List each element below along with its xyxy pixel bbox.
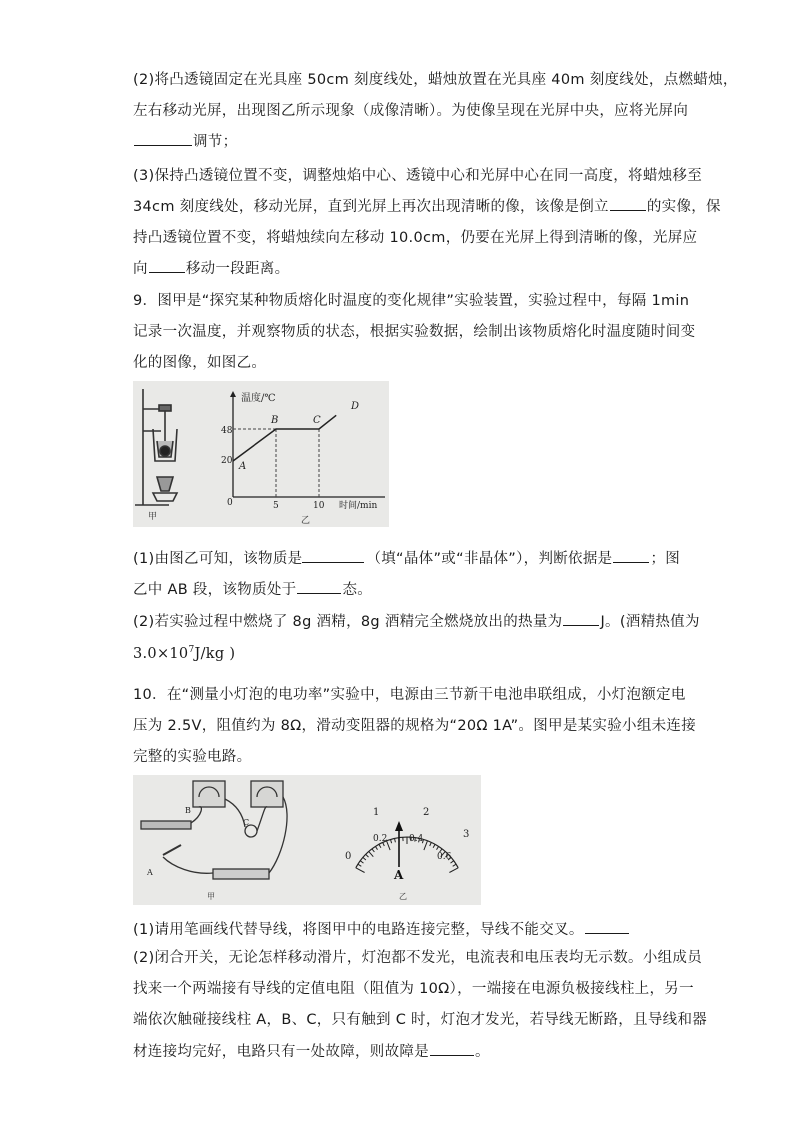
- q8-line-2c: 调节；: [133, 130, 237, 151]
- point-a: A: [239, 461, 247, 472]
- q9-stem-1: 9．图甲是“探究某种物质熔化时温度的变化规律”实验装置，实验过程中，每隔 1min: [133, 293, 690, 309]
- temperature-curve: [233, 415, 336, 461]
- q10-label-yi: 乙: [399, 892, 407, 901]
- rheostat: [141, 821, 191, 829]
- tick-y48: 48: [221, 426, 233, 436]
- chart-ylabel: 温度/℃: [241, 393, 276, 404]
- q9-sub2-line1: (2)若实验过程中燃烧了 8g 酒精，8g 酒精完全燃烧放出的热量为 J。(酒精热值为: [133, 614, 700, 630]
- point-b: B: [271, 415, 279, 426]
- ammeter-dial: [345, 807, 469, 901]
- melting-curve-chart: [221, 391, 385, 526]
- tick-y20: 20: [221, 456, 233, 466]
- dial-tick: [358, 864, 361, 866]
- dial-tick: [366, 854, 369, 857]
- voltmeter: [193, 781, 225, 807]
- q9-sub1-line2: 乙中 AB 段，该物质处于 态。: [133, 582, 373, 598]
- dial-tick: [356, 868, 365, 873]
- dial-tick: [437, 846, 439, 849]
- q9-sub2-line2: $3.0\times 10^7J/kg$ ): [133, 645, 236, 662]
- q9-label-jia: 甲: [148, 512, 158, 522]
- dial-label-3: 3: [463, 829, 470, 840]
- circuit-diagram: [141, 781, 287, 879]
- q8-line-3a: (3)保持凸透镜位置不变，调整烛焰中心、透镜中心和光屏中心在同一高度，将蜡烛移至: [133, 168, 703, 184]
- terminal-b: B: [185, 806, 191, 815]
- dial-tick: [360, 861, 363, 863]
- q10-stem-1: 10．在“测量小灯泡的电功率”实验中，电源由三节新干电池串联组成，小灯泡额定电: [133, 687, 686, 703]
- point-c: C: [313, 415, 321, 426]
- q9-label-yi: 乙: [301, 516, 311, 526]
- q10-sub2-line1: (2)闭合开关，无论怎样移动滑片，灯泡都不发光，电流表和电压表均无示数。小组成员: [133, 950, 703, 966]
- q10-sub2-line3: 端依次触碰接线柱 A，B、C，只有触到 C 时，灯泡才发光，若导线无断路，且导线和器: [133, 1012, 708, 1028]
- q10-figure: [133, 775, 481, 905]
- q8-line-3d: 向 移动一段距离。: [133, 261, 290, 277]
- q8-line-3c: 持凸透镜位置不变，将蜡烛续向左移动 10.0cm，仍要在光屏上得到清晰的像，光屏应: [133, 230, 698, 246]
- q10-figure-svg: [133, 775, 481, 905]
- answer-blank[interactable]: [610, 198, 646, 211]
- q9-stem-2: 记录一次温度，并观察物质的状态，根据实验数据，绘制出该物质熔化时温度随时间变: [133, 324, 696, 340]
- tick-x5: 5: [273, 501, 279, 511]
- answer-blank[interactable]: [563, 613, 599, 626]
- answer-blank[interactable]: [302, 550, 364, 563]
- terminal-a: A: [147, 868, 153, 877]
- answer-blank[interactable]: [149, 260, 185, 273]
- q8-line-2a: (2)将凸透镜固定在光具座 50cm 刻度线处，蜡烛放置在光具座 40m 刻度线处，点燃蜡烛，: [133, 72, 738, 88]
- dial-tick: [430, 842, 432, 846]
- dial-tick: [453, 864, 456, 866]
- dial-label-1: 1: [373, 807, 380, 818]
- q8-line-3b: 34cm 刻度线处，移动光屏，直到光屏上再次出现清晰的像，该像是倒立 的实像，保: [133, 199, 721, 215]
- battery: [213, 869, 269, 879]
- switch: [163, 845, 181, 855]
- needle-tip: [395, 821, 403, 831]
- heating-apparatus: [135, 389, 177, 505]
- dial-tick: [379, 844, 381, 848]
- answer-blank[interactable]: [585, 921, 629, 934]
- dial-tick: [424, 841, 428, 850]
- point-d: D: [351, 401, 360, 412]
- dial-label-0: 0: [345, 851, 352, 862]
- q9-stem-3: 化的图像，如图乙。: [133, 355, 267, 371]
- q9-figure: [133, 381, 389, 527]
- dial-tick: [363, 857, 366, 860]
- q10-sub1: (1)请用笔画线代替导线，将图甲中的电路连接完整，导线不能交叉。: [133, 918, 630, 939]
- dial-meter-symbol: A: [394, 868, 404, 882]
- answer-blank[interactable]: [613, 550, 649, 563]
- tick-origin: 0: [227, 498, 233, 508]
- chart-xlabel: 时间/min: [339, 501, 378, 511]
- terminal-c: C: [243, 818, 250, 827]
- q8-line-2b: 左右移动光屏，出现图乙所示现象（成像清晰）。为使像呈现在光屏中央，应将光屏向: [133, 103, 689, 119]
- y-axis-arrow: [230, 391, 236, 397]
- q10-label-jia: 甲: [207, 892, 215, 901]
- q9-sub1-line1: (1)由图乙可知，该物质是 （填“晶体”或“非晶体”），判断依据是 ；图: [133, 551, 681, 567]
- ammeter: [251, 781, 283, 807]
- q9-figure-svg: [133, 381, 389, 527]
- dial-tick: [372, 849, 375, 852]
- dial-tick: [433, 844, 435, 848]
- q10-sub2-line2: 找来一个两端接有导线的定值电阻（阻值为 10Ω），一端接在电源负极接线柱上，另一: [133, 981, 694, 997]
- answer-blank[interactable]: [134, 133, 192, 146]
- dial-tick: [395, 838, 396, 842]
- dial-label-02: 0.2: [373, 834, 388, 844]
- answer-blank[interactable]: [430, 1043, 474, 1056]
- answer-blank[interactable]: [297, 581, 341, 594]
- dial-label-04: 0.4: [409, 834, 424, 844]
- dial-label-06: 0.6: [437, 852, 452, 862]
- q10-sub2-line4: 材连接均完好，电路只有一处故障，则故障是 。: [133, 1044, 490, 1060]
- q10-stem-2: 压为 2.5V，阻值约为 8Ω，滑动变阻器的规格为“20Ω 1A”。图甲是某实验小组未连接: [133, 718, 697, 734]
- dial-tick: [449, 868, 458, 873]
- q10-stem-3: 完整的实验电路。: [133, 749, 252, 765]
- tick-x10: 10: [313, 501, 325, 511]
- dial-tick: [391, 839, 392, 843]
- dial-tick: [375, 846, 377, 849]
- dial-label-2: 2: [423, 807, 430, 818]
- dial-tick: [369, 851, 374, 856]
